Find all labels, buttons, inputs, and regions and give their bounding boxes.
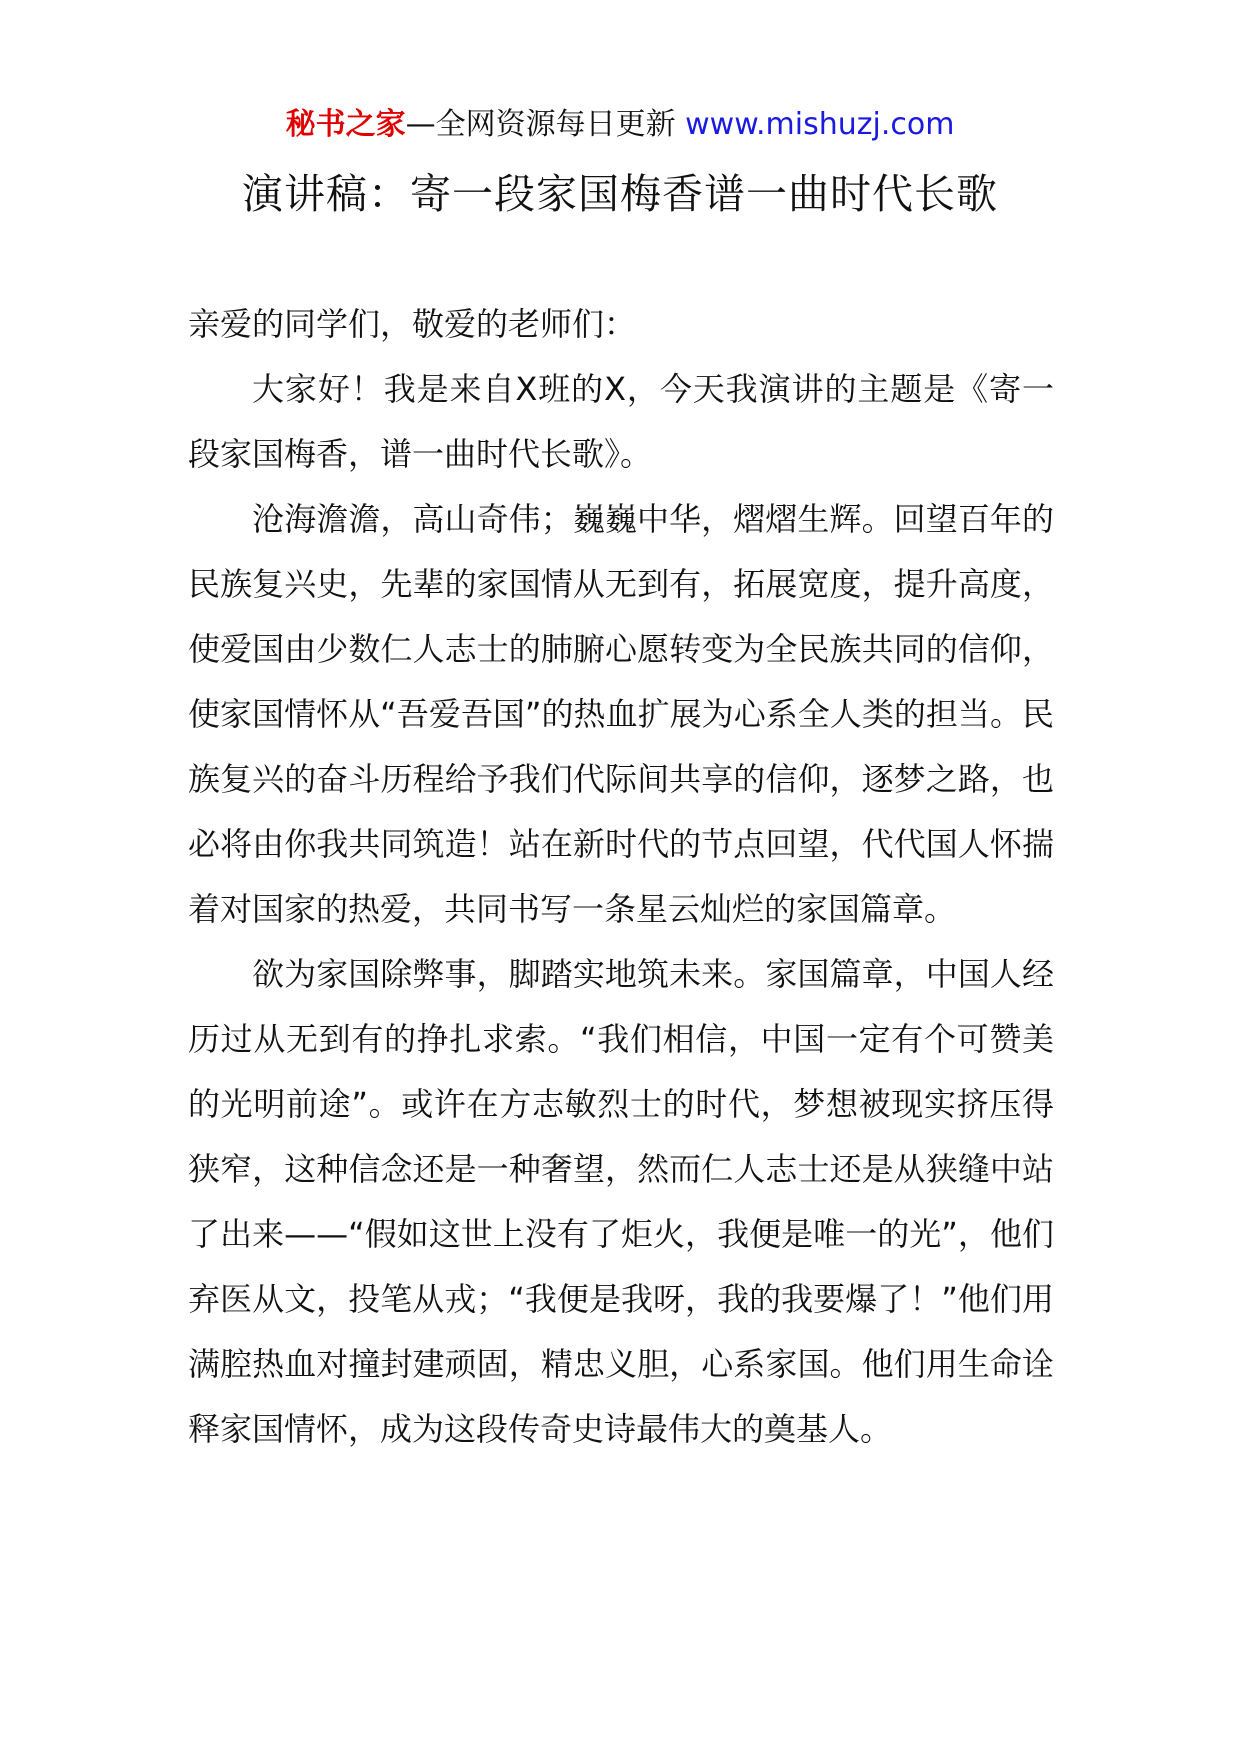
- salutation: 亲爱的同学们，敬爱的老师们：: [188, 305, 637, 343]
- paragraph-3: 欲为家国除弊事，脚踏实地筑未来。家国篇章，中国人经历过从无到有的挣扎求索。“我们相信，中国一定有个可赞美的光明前途”。或许在方志敏烈士的时代，梦想被现实挤压得狭窄，这种信念还是一种奢望，然而仁人志士还是从狭缝中站了出来——“假如这世上没有了炬火，我便是唯一的光”，他们弃医从文，投笔从戎；“我便是我呀，我的我要爆了！”他们用满腔热血对撞封建顽固，精忠义胆，心系家国。他们用生命诠释家国情怀，成为这段传奇史诗最伟大的奠基人。: [188, 955, 1054, 1448]
- document-title: 演讲稿：寄一段家国梅香谱一曲时代长歌: [242, 170, 998, 218]
- paragraph-2: 沧海澹澹，高山奇伟；巍巍中华，熠熠生辉。回望百年的民族复兴史，先辈的家国情从无到有，拓展宽度，提升高度，使爱国由少数仁人志士的肺腑心愿转变为全民族共同的信仰，使家国情怀从“吾爱吾国”的热血扩展为心系全人类的担当。民族复兴的奋斗历程给予我们代际间共享的信仰，逐梦之路，也必将由你我共同筑造！站在新时代的节点回望，代代国人怀揣着对国家的热爱，共同书写一条星云灿烂的家国篇章。: [188, 500, 1054, 928]
- header-tagline: —全网资源每日更新: [405, 107, 676, 142]
- brand-name: 秘书之家: [285, 107, 406, 142]
- site-url-link[interactable]: www.mishuzj.com: [685, 107, 955, 142]
- paragraph-1: 大家好！我是来自X班的X，今天我演讲的主题是《寄一段家国梅香，谱一曲时代长歌》。: [188, 370, 1054, 473]
- site-header: [0, 100, 1240, 150]
- document-body: [188, 292, 1054, 1462]
